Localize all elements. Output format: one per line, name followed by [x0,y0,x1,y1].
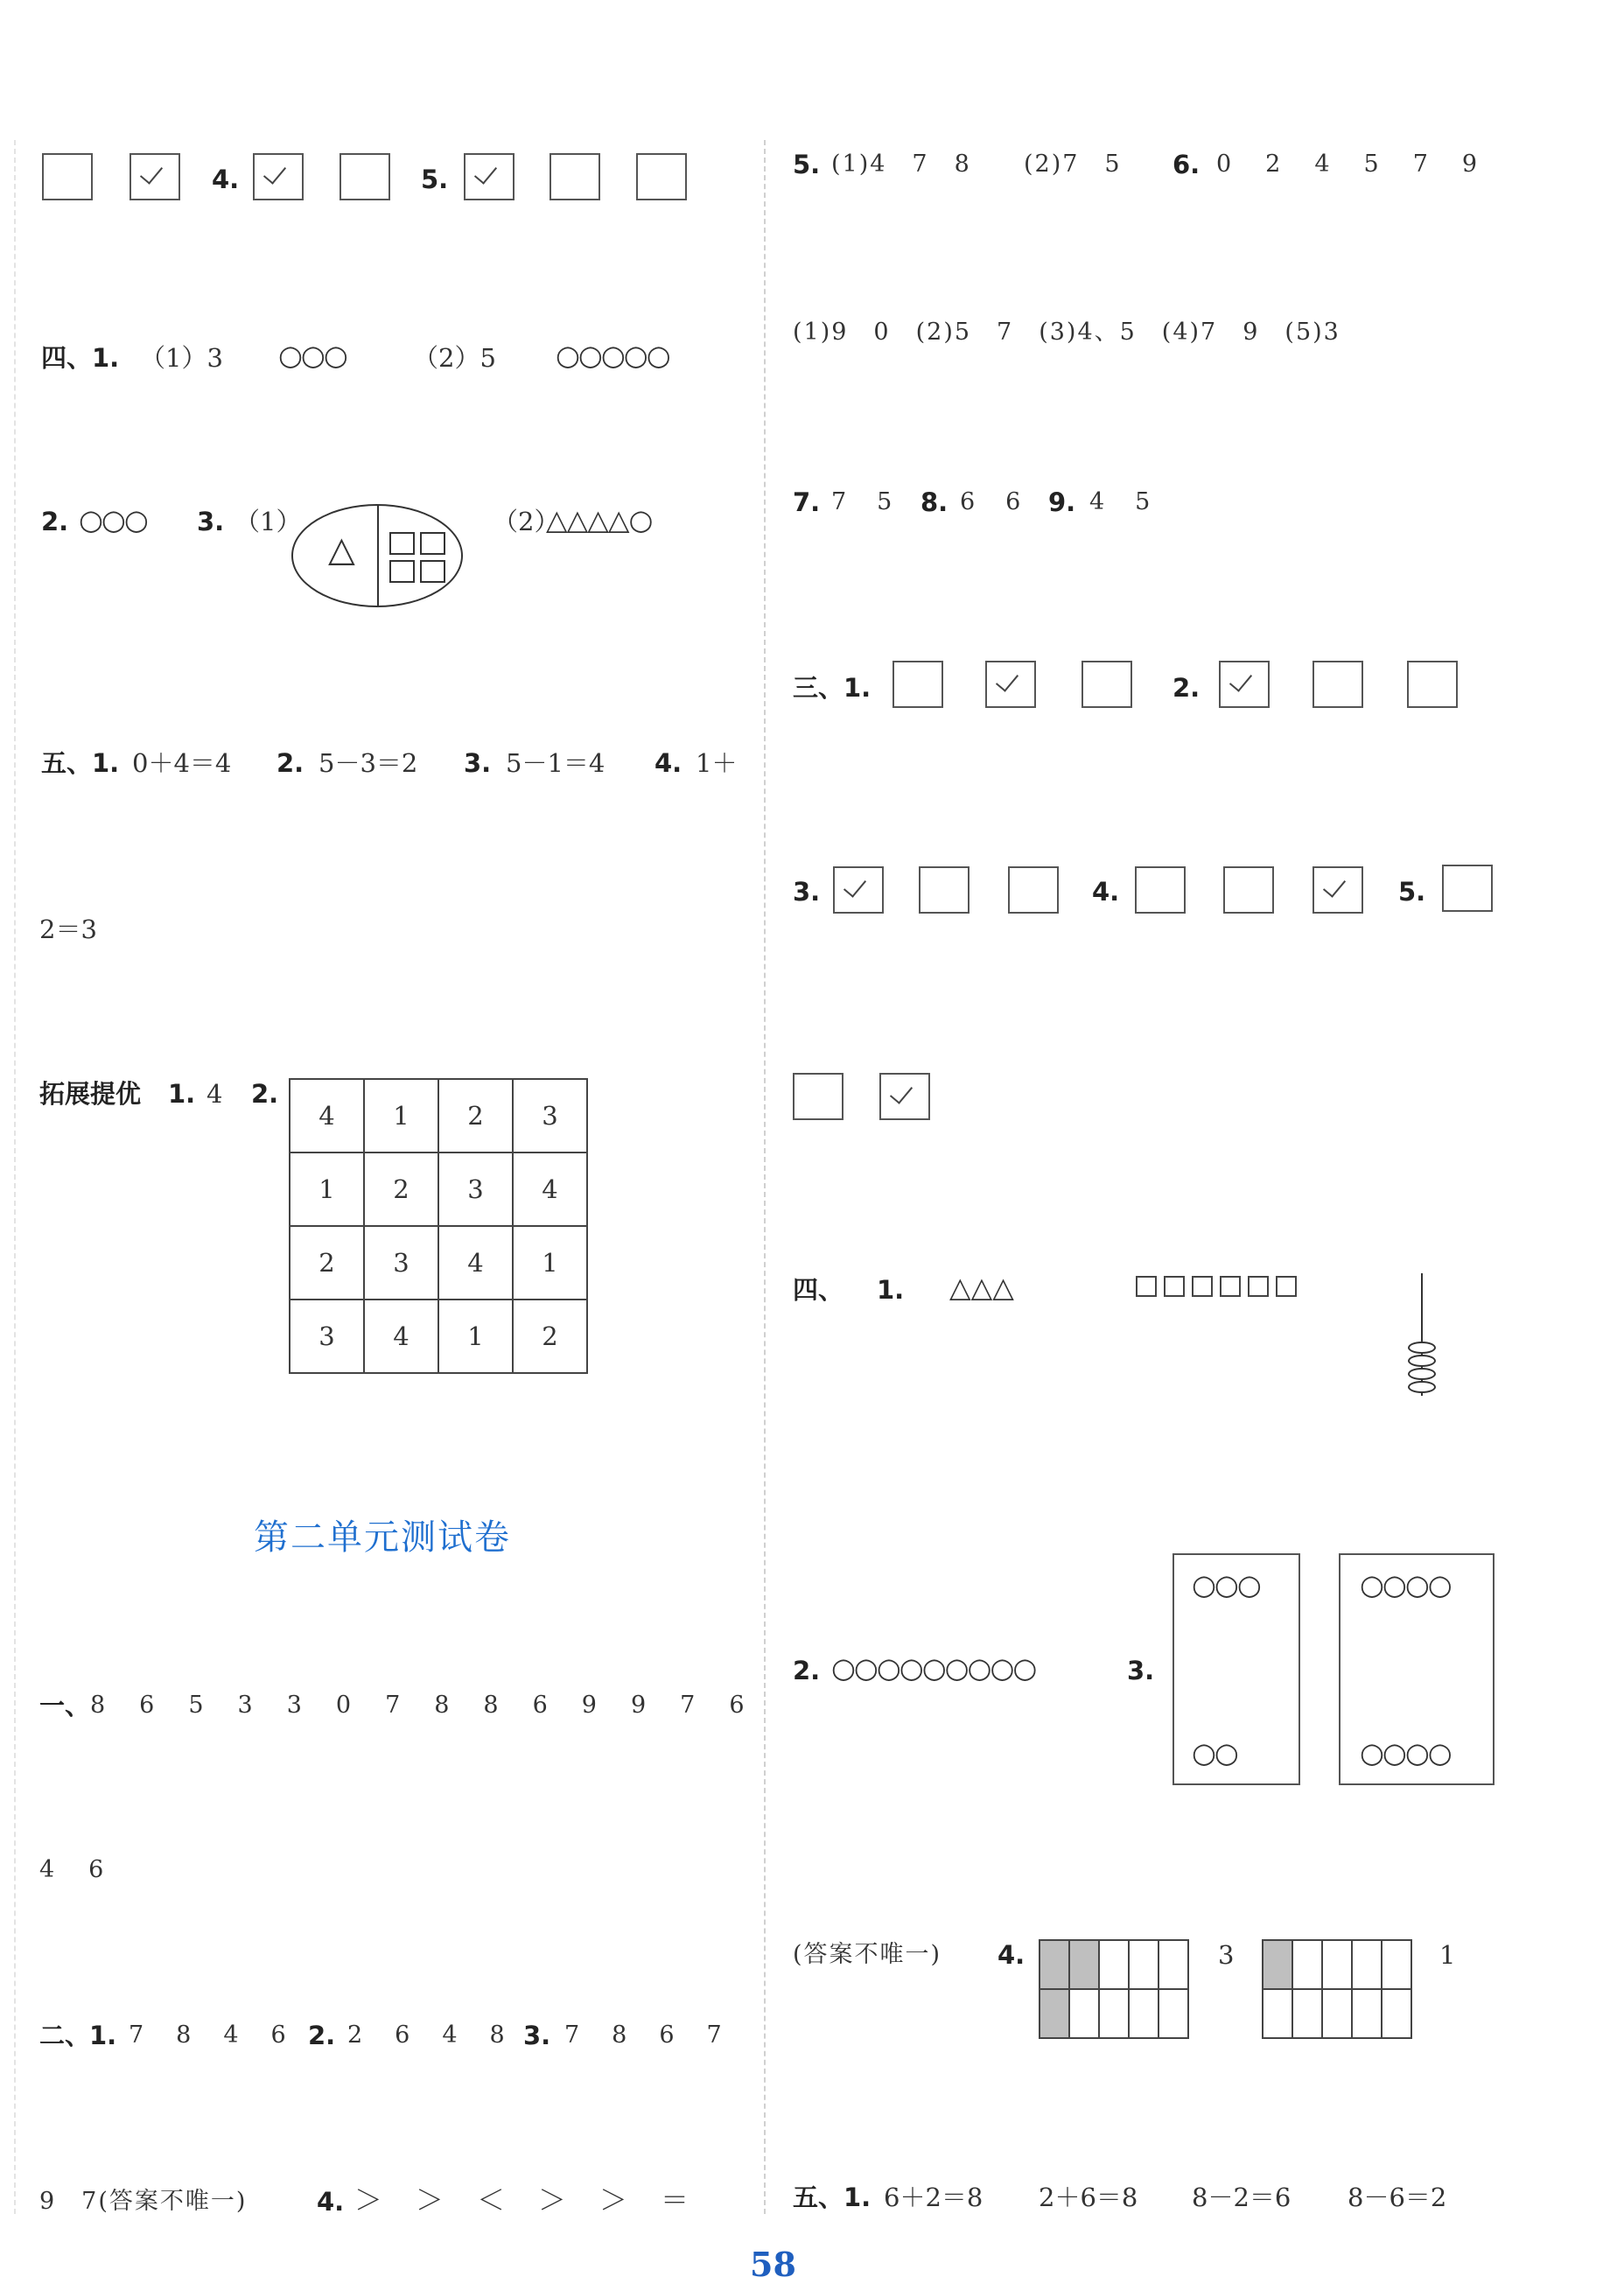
grid-cell: 2 [438,1079,513,1153]
question-label: 4. [212,165,240,194]
answer-text: 4 [206,1079,223,1109]
answer-box [1008,866,1059,914]
question-label: 2. [1172,673,1200,703]
frame-cell-filled [1040,1940,1069,1989]
square-icon [1276,1276,1297,1297]
grid-cell: 3 [290,1300,364,1373]
equation: 1＋ [696,748,738,778]
binding-edge [14,140,16,2214]
answer-text: (1)4 7 8 [831,151,971,178]
grid-cell: 4 [438,1226,513,1300]
answer-box [793,1073,844,1120]
grid-cell: 2 [364,1153,438,1226]
answer-box [42,153,93,200]
equation: 5－3＝2 [318,748,418,778]
note-text: (答案不唯一) [793,1941,942,1968]
answer-box-checked [985,661,1036,708]
frame-cell [1263,1989,1292,2038]
question-label: 2. [308,2021,336,2050]
question-label: 2. [276,748,304,778]
sorting-ellipse [291,504,463,607]
frame-cell [1292,1989,1322,2038]
section-label: 五、1. [793,2182,872,2212]
section-label: 三、1. [793,673,872,703]
frame-cell [1382,1989,1411,2038]
comparison-signs: ＞ ＞ ＜ ＞ ＞ ＝ [354,2183,692,2217]
question-label: 2. [793,1656,821,1685]
grid-cell: 4 [513,1153,587,1226]
answer-box-checked [130,153,180,200]
frame-cell [1129,1940,1158,1989]
grid-cell: 3 [364,1226,438,1300]
frame-cell [1292,1940,1322,1989]
frame-cell [1099,1940,1129,1989]
circle-row: ○○○ [1192,1568,1260,1601]
answer-box-checked [253,153,304,200]
square-icon [1136,1276,1157,1297]
section-label: 四、1. [41,343,120,373]
square-icon [1192,1276,1213,1297]
frame-cell-filled [1040,1989,1069,2038]
answer-box [340,153,390,200]
frame-cell [1158,1940,1188,1989]
frame-answer: 3 [1218,1940,1235,1970]
answer-box [550,153,600,200]
equation: 0＋4＝4 [132,748,232,778]
square-icon [1220,1276,1241,1297]
answer-box [1442,865,1493,912]
section-label: 五、1. [41,748,120,778]
question-label: 3. [1127,1656,1155,1685]
question-label: 3. [464,748,492,778]
grid-cell: 4 [290,1079,364,1153]
section-label: 二、 [39,2021,91,2050]
question-label: 3. [197,507,225,536]
question-label: 5. [421,165,449,194]
answer-box-checked [1312,866,1363,914]
abacus-icon [1404,1273,1439,1400]
abacus-bead [1408,1381,1436,1393]
frame-cell [1099,1989,1129,2038]
question-label: 5. [793,150,821,179]
grid-cell: 2 [290,1226,364,1300]
circle-row: ○○○○ [1360,1736,1451,1769]
frame-cell [1352,1989,1382,2038]
answer-box-checked [833,866,884,914]
answer-box [1407,661,1458,708]
square-row [1136,1276,1297,1297]
ten-frame [1262,1939,1412,2039]
grid-cell: 3 [438,1153,513,1226]
answer-text: （1）3 [140,343,223,373]
equation: 2＝3 [39,914,97,944]
equation: 2＋6＝8 [1039,2182,1138,2212]
question-label: 1. [168,1079,196,1109]
answer-sequence: 2 6 4 8 [347,2021,509,2049]
answer-sequence: 8 6 5 3 3 0 7 8 8 6 9 9 7 6 [90,1692,750,1719]
question-label: 7. [793,487,821,517]
circle-row: ○○○ [278,339,346,372]
equation: 5－1＝4 [506,748,606,778]
answer-text: 7 5 [831,488,896,515]
question-label: 1. [877,1275,905,1305]
sudoku-grid [289,1078,588,1374]
circle-row: ○○○○○○○○○ [831,1651,1036,1685]
frame-cell [1322,1940,1352,1989]
square-icon [1248,1276,1269,1297]
grid-cell: 2 [513,1300,587,1373]
answer-sequence: 7 8 6 7 [564,2021,726,2049]
frame-cell [1069,1989,1099,2038]
answer-text: （1） [234,507,302,536]
answer-text: (1)9 0 (2)5 7 (3)4、5 (4)7 9 (5)3 [793,319,1340,346]
answer-text: （2） [493,507,560,536]
column-separator [764,140,766,2214]
ellipse-divider [377,506,379,606]
abacus-bead [1408,1368,1436,1380]
square-icon [420,560,445,583]
question-label: 5. [1398,877,1426,907]
page-number: 58 [750,2245,796,2277]
equation: 8－2＝6 [1192,2182,1292,2212]
question-label: 1. [89,2021,117,2050]
question-label: 2. [41,507,69,536]
frame-cell [1352,1940,1382,1989]
question-label: 2. [251,1079,279,1109]
frame-cell-filled [1263,1940,1292,1989]
square-icon [389,560,415,583]
answer-sequence: 9 7(答案不唯一) [39,2188,248,2215]
circle-row: ○○○ [79,503,147,536]
ten-frame [1039,1939,1189,2039]
grid-cell: 1 [513,1226,587,1300]
answer-box [1135,866,1186,914]
question-label: 4. [1092,877,1120,907]
square-icon [389,532,415,555]
equation: 6＋2＝8 [884,2182,984,2212]
question-label: 4. [654,748,682,778]
question-label: 4. [317,2187,345,2217]
abacus-bead [1408,1355,1436,1367]
answer-text: 6 6 [960,488,1025,515]
answer-box [919,866,970,914]
circle-row: ○○○○○ [556,339,669,372]
equation: 8－6＝2 [1348,2182,1447,2212]
frame-cell [1158,1989,1188,2038]
frame-cell [1322,1989,1352,2038]
question-label: 8. [920,487,948,517]
answer-sequence: 4 6 [39,1856,109,1883]
answer-box-checked [879,1073,930,1120]
answer-text: 4 5 [1089,488,1154,515]
answer-box [1223,866,1274,914]
answer-text: (2)7 5 [1024,151,1122,178]
grid-cell: 1 [438,1300,513,1373]
question-label: 3. [793,877,821,907]
question-label: 6. [1172,150,1200,179]
shape-row: △△△△○ [546,503,653,536]
circle-row: ○○○○ [1360,1568,1451,1601]
question-label: 3. [523,2021,551,2050]
frame-cell-filled [1069,1940,1099,1989]
grid-cell: 1 [364,1079,438,1153]
grid-cell: 3 [513,1079,587,1153]
answer-box-checked [464,153,514,200]
frame-answer: 1 [1439,1940,1456,1970]
squares-group [389,532,445,583]
answer-box [1312,661,1363,708]
answer-sequence: 0 2 4 5 7 9 [1216,151,1483,178]
question-label: 4. [998,1940,1026,1970]
answer-box [1082,661,1132,708]
answer-text: （2）5 [413,343,496,373]
circle-row: ○○ [1192,1736,1237,1769]
answer-box [636,153,687,200]
question-label: 9. [1048,487,1076,517]
grid-cell: 4 [364,1300,438,1373]
square-icon [1164,1276,1185,1297]
triangle-row: △△△ [949,1271,1014,1304]
square-icon [420,532,445,555]
unit-title: 第二单元测试卷 [254,1517,511,1558]
frame-cell [1129,1989,1158,2038]
answer-sequence: 7 8 4 6 [129,2021,290,2049]
abacus-bead [1408,1342,1436,1354]
grid-cell: 1 [290,1153,364,1226]
frame-cell [1382,1940,1411,1989]
section-label: 一、 [39,1691,91,1720]
section-label: 四、 [793,1275,844,1305]
section-label: 拓展提优 [39,1079,142,1109]
counting-box [1172,1553,1300,1785]
counting-box [1339,1553,1494,1785]
answer-box [892,661,943,708]
answer-box-checked [1219,661,1270,708]
triangle-icon: △ [328,529,355,570]
